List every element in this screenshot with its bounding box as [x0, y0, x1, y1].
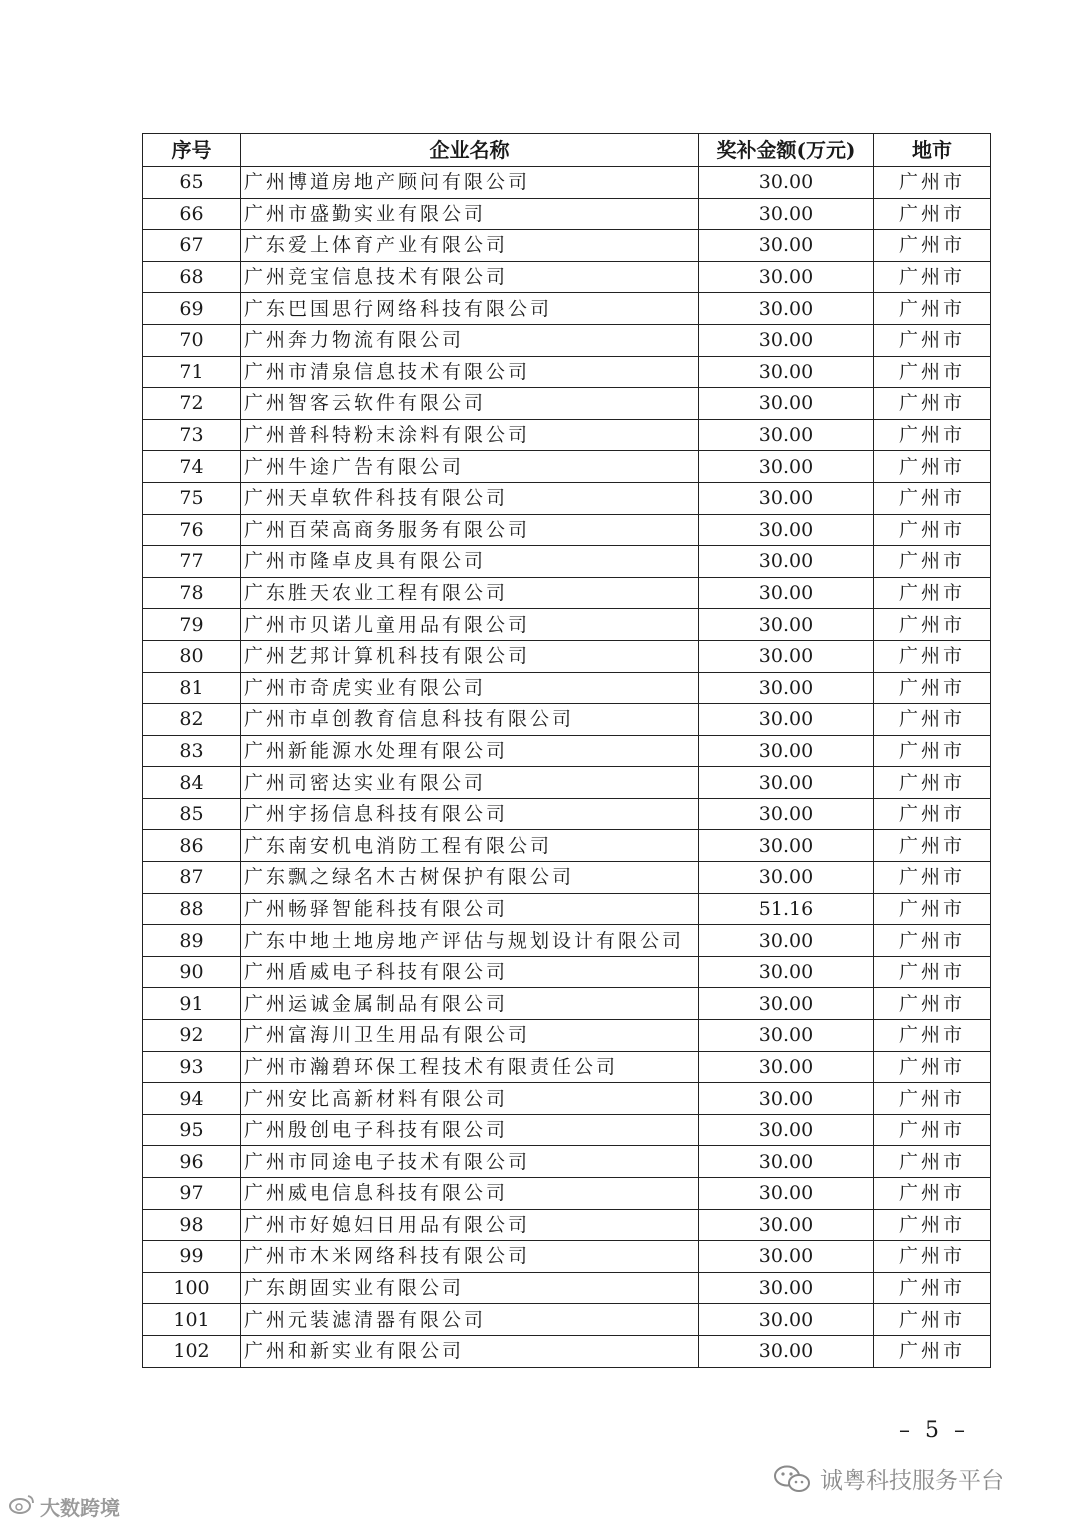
- watermark-right: [772, 1462, 1004, 1495]
- table-row: [143, 577, 991, 609]
- city-name: 广州市: [874, 451, 991, 483]
- table-row: [143, 1335, 991, 1367]
- company-name: 广东南安机电消防工程有限公司: [241, 830, 699, 862]
- row-number: 92: [143, 1020, 241, 1052]
- city-name: 广州市: [874, 704, 991, 736]
- table-row: [143, 451, 991, 483]
- table-row: [143, 925, 991, 957]
- table-row: [143, 1146, 991, 1178]
- table-row: [143, 546, 991, 578]
- company-name: 广州市木米网络科技有限公司: [241, 1241, 699, 1273]
- award-amount: 30.00: [699, 1114, 874, 1146]
- table-row: [143, 672, 991, 704]
- award-amount: 30.00: [699, 704, 874, 736]
- table-row: [143, 893, 991, 925]
- company-name: 广州畅驿智能科技有限公司: [241, 893, 699, 925]
- company-name: 广州安比高新材料有限公司: [241, 1083, 699, 1115]
- city-name: 广州市: [874, 798, 991, 830]
- row-number: 83: [143, 735, 241, 767]
- award-amount: 30.00: [699, 230, 874, 262]
- company-name: 广州牛途广告有限公司: [241, 451, 699, 483]
- company-name: 广州宇扬信息科技有限公司: [241, 798, 699, 830]
- row-number: 88: [143, 893, 241, 925]
- row-number: 72: [143, 388, 241, 420]
- row-number: 102: [143, 1335, 241, 1367]
- table-row: [143, 388, 991, 420]
- company-name: 广州新能源水处理有限公司: [241, 735, 699, 767]
- award-amount: 30.00: [699, 640, 874, 672]
- award-amount: 30.00: [699, 862, 874, 894]
- city-name: 广州市: [874, 293, 991, 325]
- city-name: 广州市: [874, 609, 991, 641]
- row-number: 74: [143, 451, 241, 483]
- company-name: 广州艺邦计算机科技有限公司: [241, 640, 699, 672]
- table-row: [143, 261, 991, 293]
- city-name: 广州市: [874, 419, 991, 451]
- city-name: 广州市: [874, 925, 991, 957]
- award-amount: 30.00: [699, 1241, 874, 1273]
- table-row: [143, 704, 991, 736]
- award-amount: 30.00: [699, 1051, 874, 1083]
- city-name: 广州市: [874, 1051, 991, 1083]
- company-name: 广州司密达实业有限公司: [241, 767, 699, 799]
- table-row: [143, 1114, 991, 1146]
- header-amount: 奖补金额(万元): [699, 134, 874, 167]
- company-name: 广州威电信息科技有限公司: [241, 1178, 699, 1210]
- table-row: [143, 767, 991, 799]
- company-name: 广东飘之绿名木古树保护有限公司: [241, 862, 699, 894]
- company-name: 广州市贝诺儿童用品有限公司: [241, 609, 699, 641]
- row-number: 96: [143, 1146, 241, 1178]
- city-name: 广州市: [874, 546, 991, 578]
- company-name: 广州元装滤清器有限公司: [241, 1304, 699, 1336]
- company-name: 广州普科特粉末涂料有限公司: [241, 419, 699, 451]
- award-amount: 30.00: [699, 1020, 874, 1052]
- row-number: 76: [143, 514, 241, 546]
- company-name: 广州盾威电子科技有限公司: [241, 956, 699, 988]
- award-amount: 30.00: [699, 546, 874, 578]
- company-name: 广东中地土地房地产评估与规划设计有限公司: [241, 925, 699, 957]
- table-body: [143, 167, 991, 1368]
- watermark-left-text: 大数跨境: [40, 1496, 120, 1520]
- city-name: 广州市: [874, 356, 991, 388]
- company-name: 广州百荣高商务服务有限公司: [241, 514, 699, 546]
- award-amount: 30.00: [699, 735, 874, 767]
- row-number: 84: [143, 767, 241, 799]
- row-number: 95: [143, 1114, 241, 1146]
- city-name: 广州市: [874, 1114, 991, 1146]
- table-row: [143, 1178, 991, 1210]
- table-row: [143, 1209, 991, 1241]
- table-header-row: [143, 134, 991, 167]
- company-name: 广州市同途电子技术有限公司: [241, 1146, 699, 1178]
- city-name: 广州市: [874, 388, 991, 420]
- award-amount: 30.00: [699, 767, 874, 799]
- row-number: 82: [143, 704, 241, 736]
- weibo-logo-icon: [8, 1493, 36, 1520]
- award-amount: 30.00: [699, 167, 874, 199]
- table-row: [143, 862, 991, 894]
- award-amount: 30.00: [699, 672, 874, 704]
- table-row: [143, 1051, 991, 1083]
- company-name: 广州市清泉信息技术有限公司: [241, 356, 699, 388]
- award-amount: 30.00: [699, 261, 874, 293]
- row-number: 79: [143, 609, 241, 641]
- city-name: 广州市: [874, 1083, 991, 1115]
- award-amount: 30.00: [699, 1146, 874, 1178]
- header-company-name: 企业名称: [241, 134, 699, 167]
- city-name: 广州市: [874, 830, 991, 862]
- company-name: 广东胜天农业工程有限公司: [241, 577, 699, 609]
- table-row: [143, 609, 991, 641]
- city-name: 广州市: [874, 1209, 991, 1241]
- city-name: 广州市: [874, 672, 991, 704]
- row-number: 87: [143, 862, 241, 894]
- table-row: [143, 1272, 991, 1304]
- table-row: [143, 735, 991, 767]
- company-name: 广州竞宝信息技术有限公司: [241, 261, 699, 293]
- row-number: 85: [143, 798, 241, 830]
- row-number: 68: [143, 261, 241, 293]
- table-row: [143, 167, 991, 199]
- row-number: 100: [143, 1272, 241, 1304]
- award-amount: 30.00: [699, 1083, 874, 1115]
- city-name: 广州市: [874, 956, 991, 988]
- company-name: 广州市卓创教育信息科技有限公司: [241, 704, 699, 736]
- company-name: 广州智客云软件有限公司: [241, 388, 699, 420]
- watermark-right-text: 诚粤科技服务平台: [820, 1468, 1004, 1494]
- company-name: 广州博道房地产顾问有限公司: [241, 167, 699, 199]
- award-amount: 30.00: [699, 1335, 874, 1367]
- table-row: [143, 1083, 991, 1115]
- row-number: 69: [143, 293, 241, 325]
- award-amount: 30.00: [699, 293, 874, 325]
- row-number: 80: [143, 640, 241, 672]
- row-number: 86: [143, 830, 241, 862]
- company-name: 广州殷创电子科技有限公司: [241, 1114, 699, 1146]
- city-name: 广州市: [874, 640, 991, 672]
- city-name: 广州市: [874, 514, 991, 546]
- table-row: [143, 324, 991, 356]
- award-amount: 30.00: [699, 1304, 874, 1336]
- company-name: 广州富海川卫生用品有限公司: [241, 1020, 699, 1052]
- table-row: [143, 482, 991, 514]
- row-number: 67: [143, 230, 241, 262]
- city-name: 广州市: [874, 862, 991, 894]
- table-row: [143, 956, 991, 988]
- company-name: 广州天卓软件科技有限公司: [241, 482, 699, 514]
- company-name: 广州和新实业有限公司: [241, 1335, 699, 1367]
- city-name: 广州市: [874, 1241, 991, 1273]
- row-number: 98: [143, 1209, 241, 1241]
- city-name: 广州市: [874, 198, 991, 230]
- city-name: 广州市: [874, 893, 991, 925]
- city-name: 广州市: [874, 1335, 991, 1367]
- row-number: 89: [143, 925, 241, 957]
- award-amount: 30.00: [699, 830, 874, 862]
- table-row: [143, 198, 991, 230]
- row-number: 73: [143, 419, 241, 451]
- award-amount: 51.16: [699, 893, 874, 925]
- city-name: 广州市: [874, 988, 991, 1020]
- company-name: 广州奔力物流有限公司: [241, 324, 699, 356]
- row-number: 94: [143, 1083, 241, 1115]
- award-amount: 30.00: [699, 514, 874, 546]
- company-name: 广州市隆卓皮具有限公司: [241, 546, 699, 578]
- wechat-icon: [772, 1464, 812, 1494]
- award-amount: 30.00: [699, 419, 874, 451]
- company-name: 广州市好媳妇日用品有限公司: [241, 1209, 699, 1241]
- city-name: 广州市: [874, 767, 991, 799]
- company-name: 广州市奇虎实业有限公司: [241, 672, 699, 704]
- award-amount: 30.00: [699, 356, 874, 388]
- company-name: 广州市瀚碧环保工程技术有限责任公司: [241, 1051, 699, 1083]
- city-name: 广州市: [874, 1146, 991, 1178]
- row-number: 93: [143, 1051, 241, 1083]
- award-amount: 30.00: [699, 324, 874, 356]
- city-name: 广州市: [874, 482, 991, 514]
- row-number: 78: [143, 577, 241, 609]
- company-name: 广东朗固实业有限公司: [241, 1272, 699, 1304]
- table-row: [143, 1304, 991, 1336]
- award-amount: 30.00: [699, 1178, 874, 1210]
- row-number: 90: [143, 956, 241, 988]
- row-number: 75: [143, 482, 241, 514]
- table-row: [143, 988, 991, 1020]
- award-amount: 30.00: [699, 198, 874, 230]
- award-amount: 30.00: [699, 609, 874, 641]
- city-name: 广州市: [874, 1272, 991, 1304]
- city-name: 广州市: [874, 1178, 991, 1210]
- company-name: 广东巴国思行网络科技有限公司: [241, 293, 699, 325]
- city-name: 广州市: [874, 735, 991, 767]
- award-amount: 30.00: [699, 956, 874, 988]
- award-amount: 30.00: [699, 798, 874, 830]
- award-amount: 30.00: [699, 388, 874, 420]
- table-row: [143, 514, 991, 546]
- page-number: – 5 –: [899, 1418, 969, 1443]
- city-name: 广州市: [874, 324, 991, 356]
- table-row: [143, 830, 991, 862]
- header-no: 序号: [143, 134, 241, 167]
- table-row: [143, 1241, 991, 1273]
- row-number: 81: [143, 672, 241, 704]
- row-number: 99: [143, 1241, 241, 1273]
- row-number: 91: [143, 988, 241, 1020]
- company-name: 广州市盛勤实业有限公司: [241, 198, 699, 230]
- row-number: 77: [143, 546, 241, 578]
- award-amount: 30.00: [699, 577, 874, 609]
- table-row: [143, 230, 991, 262]
- row-number: 97: [143, 1178, 241, 1210]
- row-number: 71: [143, 356, 241, 388]
- company-name: 广东爱上体育产业有限公司: [241, 230, 699, 262]
- city-name: 广州市: [874, 167, 991, 199]
- row-number: 70: [143, 324, 241, 356]
- award-amount: 30.00: [699, 988, 874, 1020]
- award-amount: 30.00: [699, 451, 874, 483]
- table-row: [143, 356, 991, 388]
- table-row: [143, 419, 991, 451]
- table-row: [143, 798, 991, 830]
- award-amount: 30.00: [699, 482, 874, 514]
- award-amount: 30.00: [699, 925, 874, 957]
- award-table: [142, 133, 991, 1368]
- city-name: 广州市: [874, 577, 991, 609]
- city-name: 广州市: [874, 1304, 991, 1336]
- award-amount: 30.00: [699, 1209, 874, 1241]
- row-number: 66: [143, 198, 241, 230]
- watermark-left: [8, 1492, 120, 1521]
- table-row: [143, 293, 991, 325]
- award-amount: 30.00: [699, 1272, 874, 1304]
- table-row: [143, 1020, 991, 1052]
- city-name: 广州市: [874, 261, 991, 293]
- table-row: [143, 640, 991, 672]
- city-name: 广州市: [874, 230, 991, 262]
- row-number: 101: [143, 1304, 241, 1336]
- header-city: 地市: [874, 134, 991, 167]
- company-name: 广州运诚金属制品有限公司: [241, 988, 699, 1020]
- row-number: 65: [143, 167, 241, 199]
- city-name: 广州市: [874, 1020, 991, 1052]
